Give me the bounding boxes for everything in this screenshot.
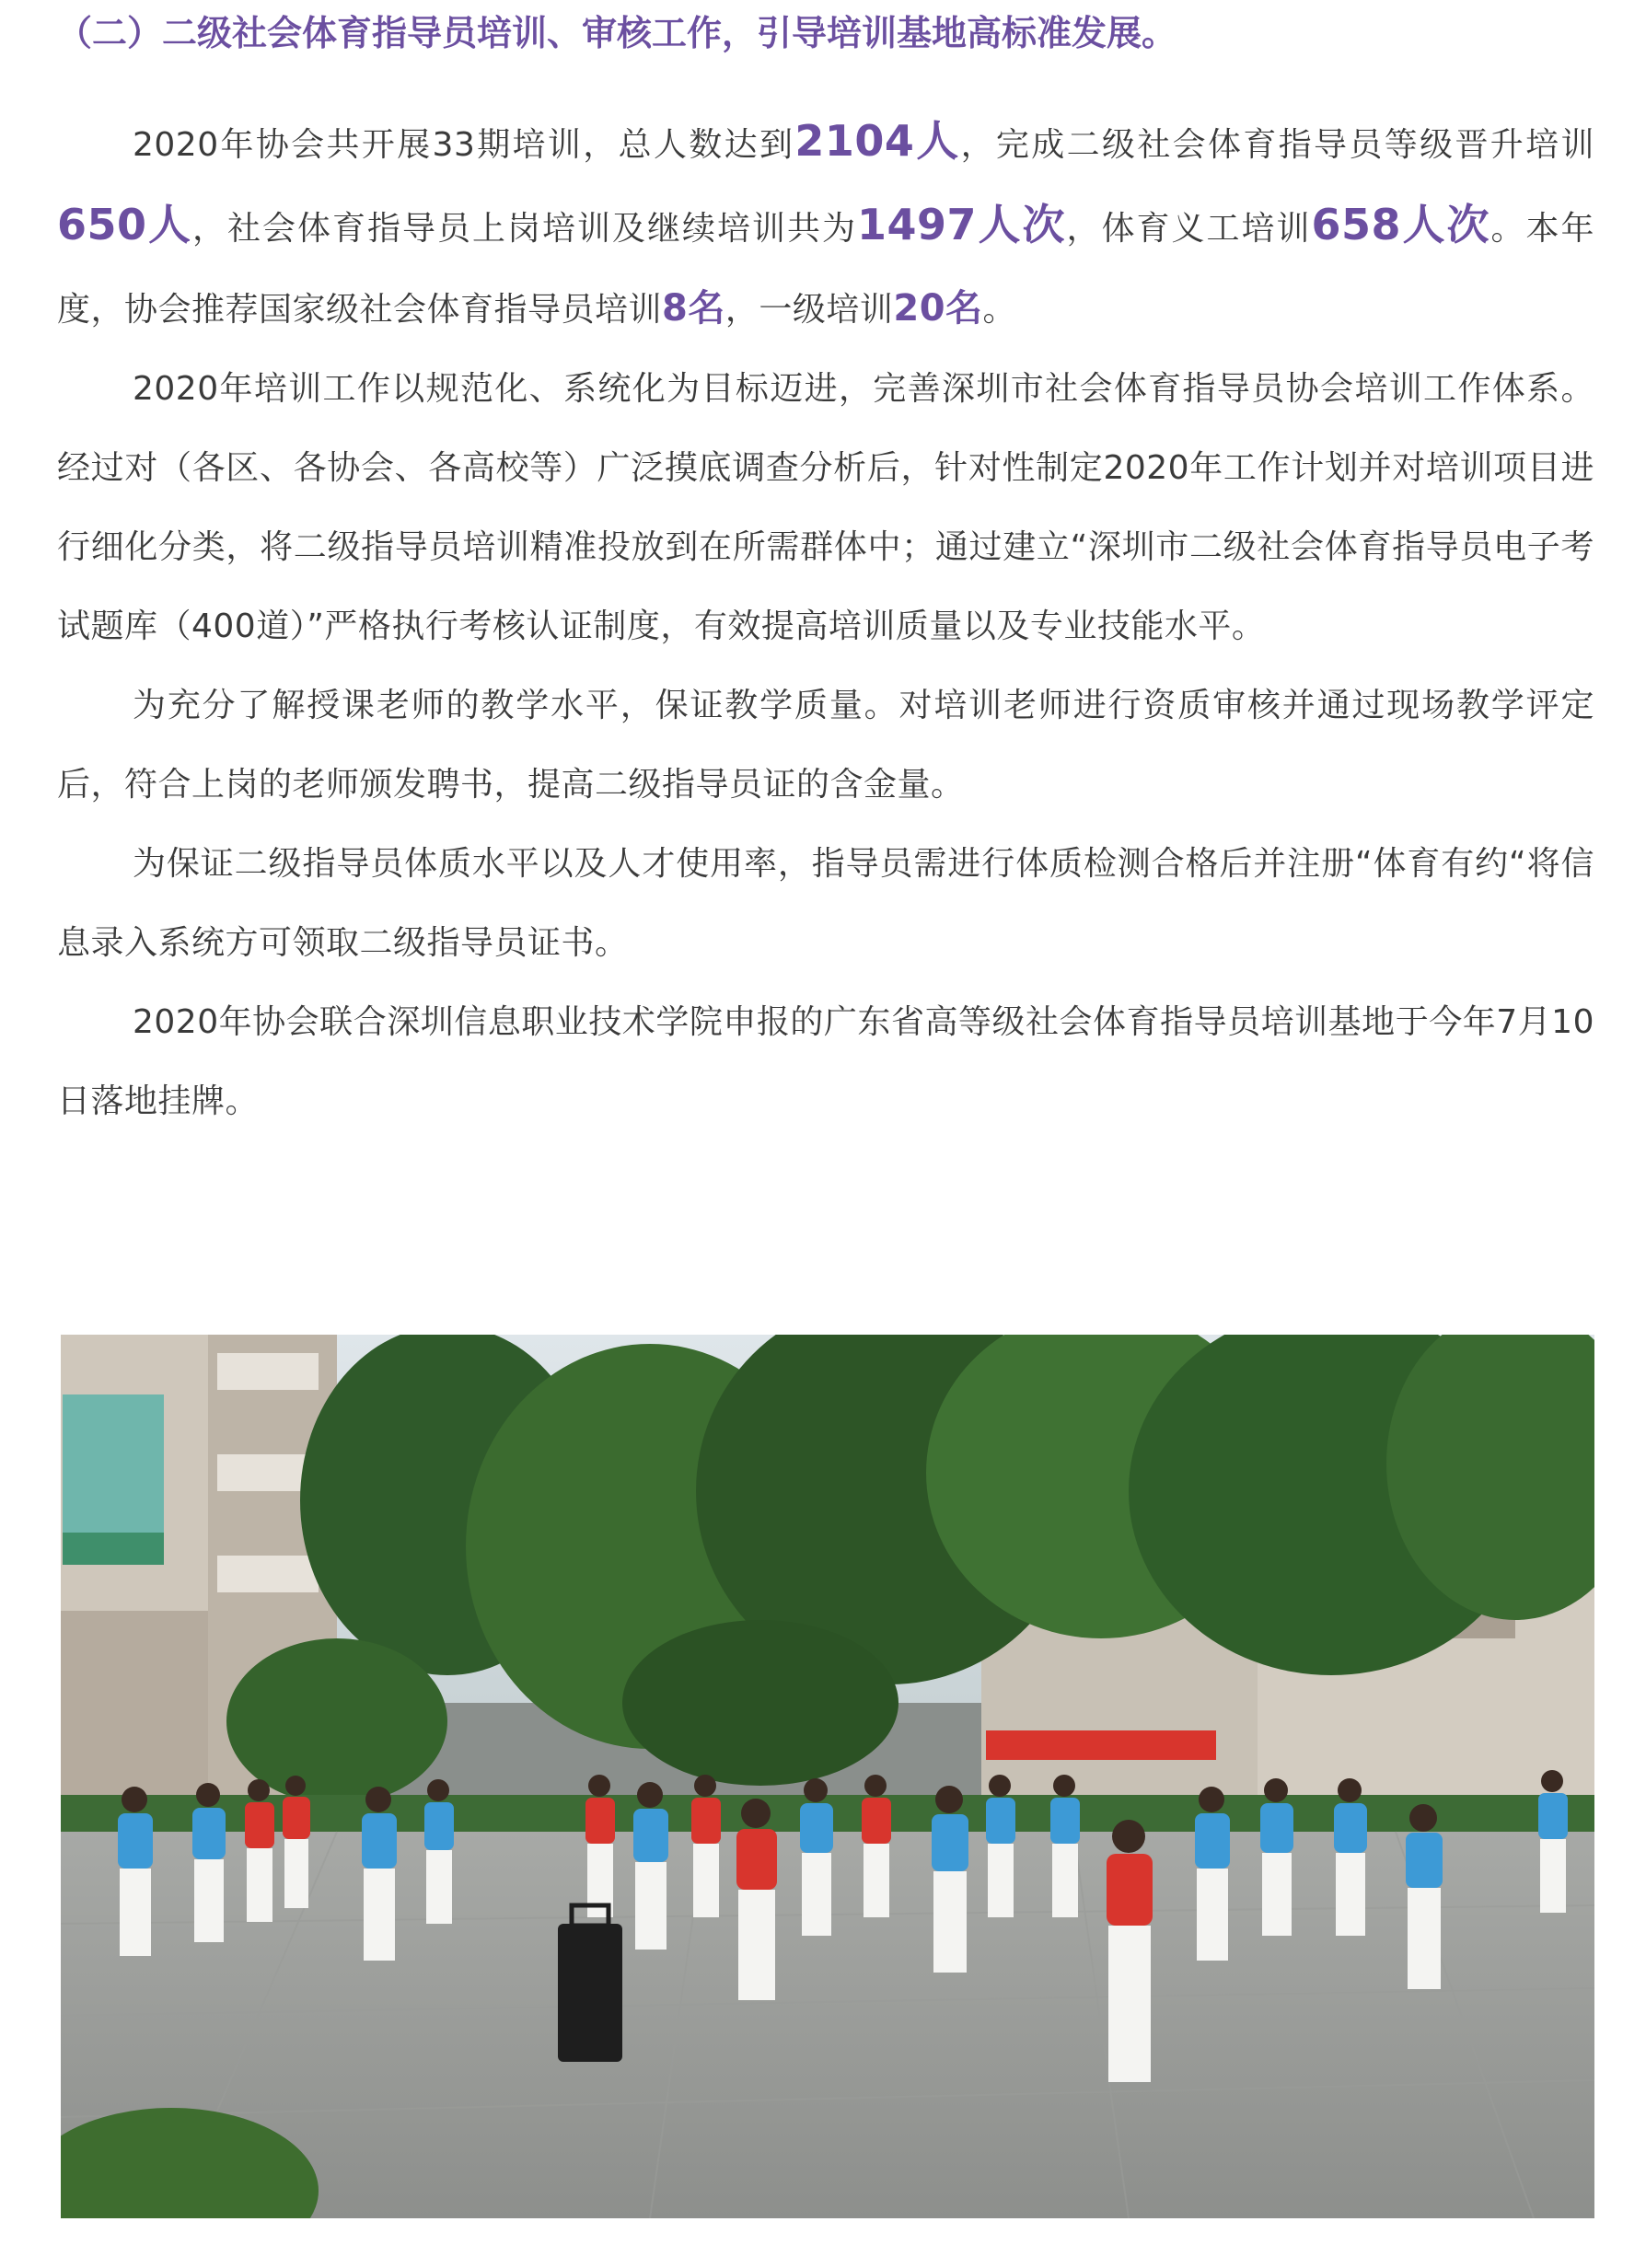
red-banner bbox=[986, 1730, 1216, 1760]
paragraph-training-base: 2020年协会联合深圳信息职业技术学院申报的广东省高等级社会体育指导员培训基地于今年7月10日落地挂牌。 bbox=[57, 1003, 1594, 1120]
text-run: ，一级培训 bbox=[724, 291, 894, 329]
group-tai-chi-photo bbox=[61, 1335, 1594, 2218]
stat-promotion-training: 650人 bbox=[57, 200, 193, 249]
speaker bbox=[558, 1924, 622, 2062]
text-run: ，完成二级社会体育指导员等级晋升培训 bbox=[960, 126, 1594, 164]
paragraph-fitness-check: 为保证二级指导员体质水平以及人才使用率，指导员需进行体质检测合格后并注册“体育有约“将信息录入系统方可领取二级指导员证书。 bbox=[57, 845, 1594, 962]
photo-illustration bbox=[61, 1335, 1594, 2218]
text-run: 2020年协会共开展33期培训，总人数达到 bbox=[133, 126, 795, 164]
article-body bbox=[57, 101, 1594, 1141]
paragraph-training-stats bbox=[57, 101, 1594, 350]
text-run: ，社会体育指导员上岗培训及继续培训共为 bbox=[192, 210, 857, 248]
paragraph-teacher-review: 为充分了解授课老师的教学水平，保证教学质量。对培训老师进行资质审核并通过现场教学评定后，符合上岗的老师颁发聘书，提高二级指导员证的含金量。 bbox=[57, 687, 1594, 804]
stat-onboarding-training: 1497人次 bbox=[856, 200, 1067, 249]
paragraph-training-system: 2020年培训工作以规范化、系统化为目标迈进，完善深圳市社会体育指导员协会培训工作体系。经过对（各区、各协会、各高校等）广泛摸底调查分析后，针对性制定2020年工作计划并对培训项目进行细化分类，将二级指导员培训精准投放到在所需群体中；通过建立“深圳市二级社会体育指导员电子考试题库（400道）”严格执行考核认证制度，有效提高培训质量以及专业技能水平。 bbox=[57, 370, 1594, 645]
stat-total-people: 2104人 bbox=[794, 116, 961, 166]
stat-volunteer-training: 658人次 bbox=[1311, 200, 1491, 249]
text-run: 。 bbox=[982, 291, 1017, 329]
text-run: 。本年度，协会推荐国家级社会体育指导员培训 bbox=[57, 210, 1594, 329]
text-run: ，体育义工培训 bbox=[1066, 210, 1312, 248]
stat-level-one-training: 20名 bbox=[893, 287, 983, 330]
section-heading: （二）二级社会体育指导员培训、审核工作，引导培训基地高标准发展。 bbox=[57, 13, 1177, 53]
stat-national-recommend: 8名 bbox=[662, 287, 725, 330]
